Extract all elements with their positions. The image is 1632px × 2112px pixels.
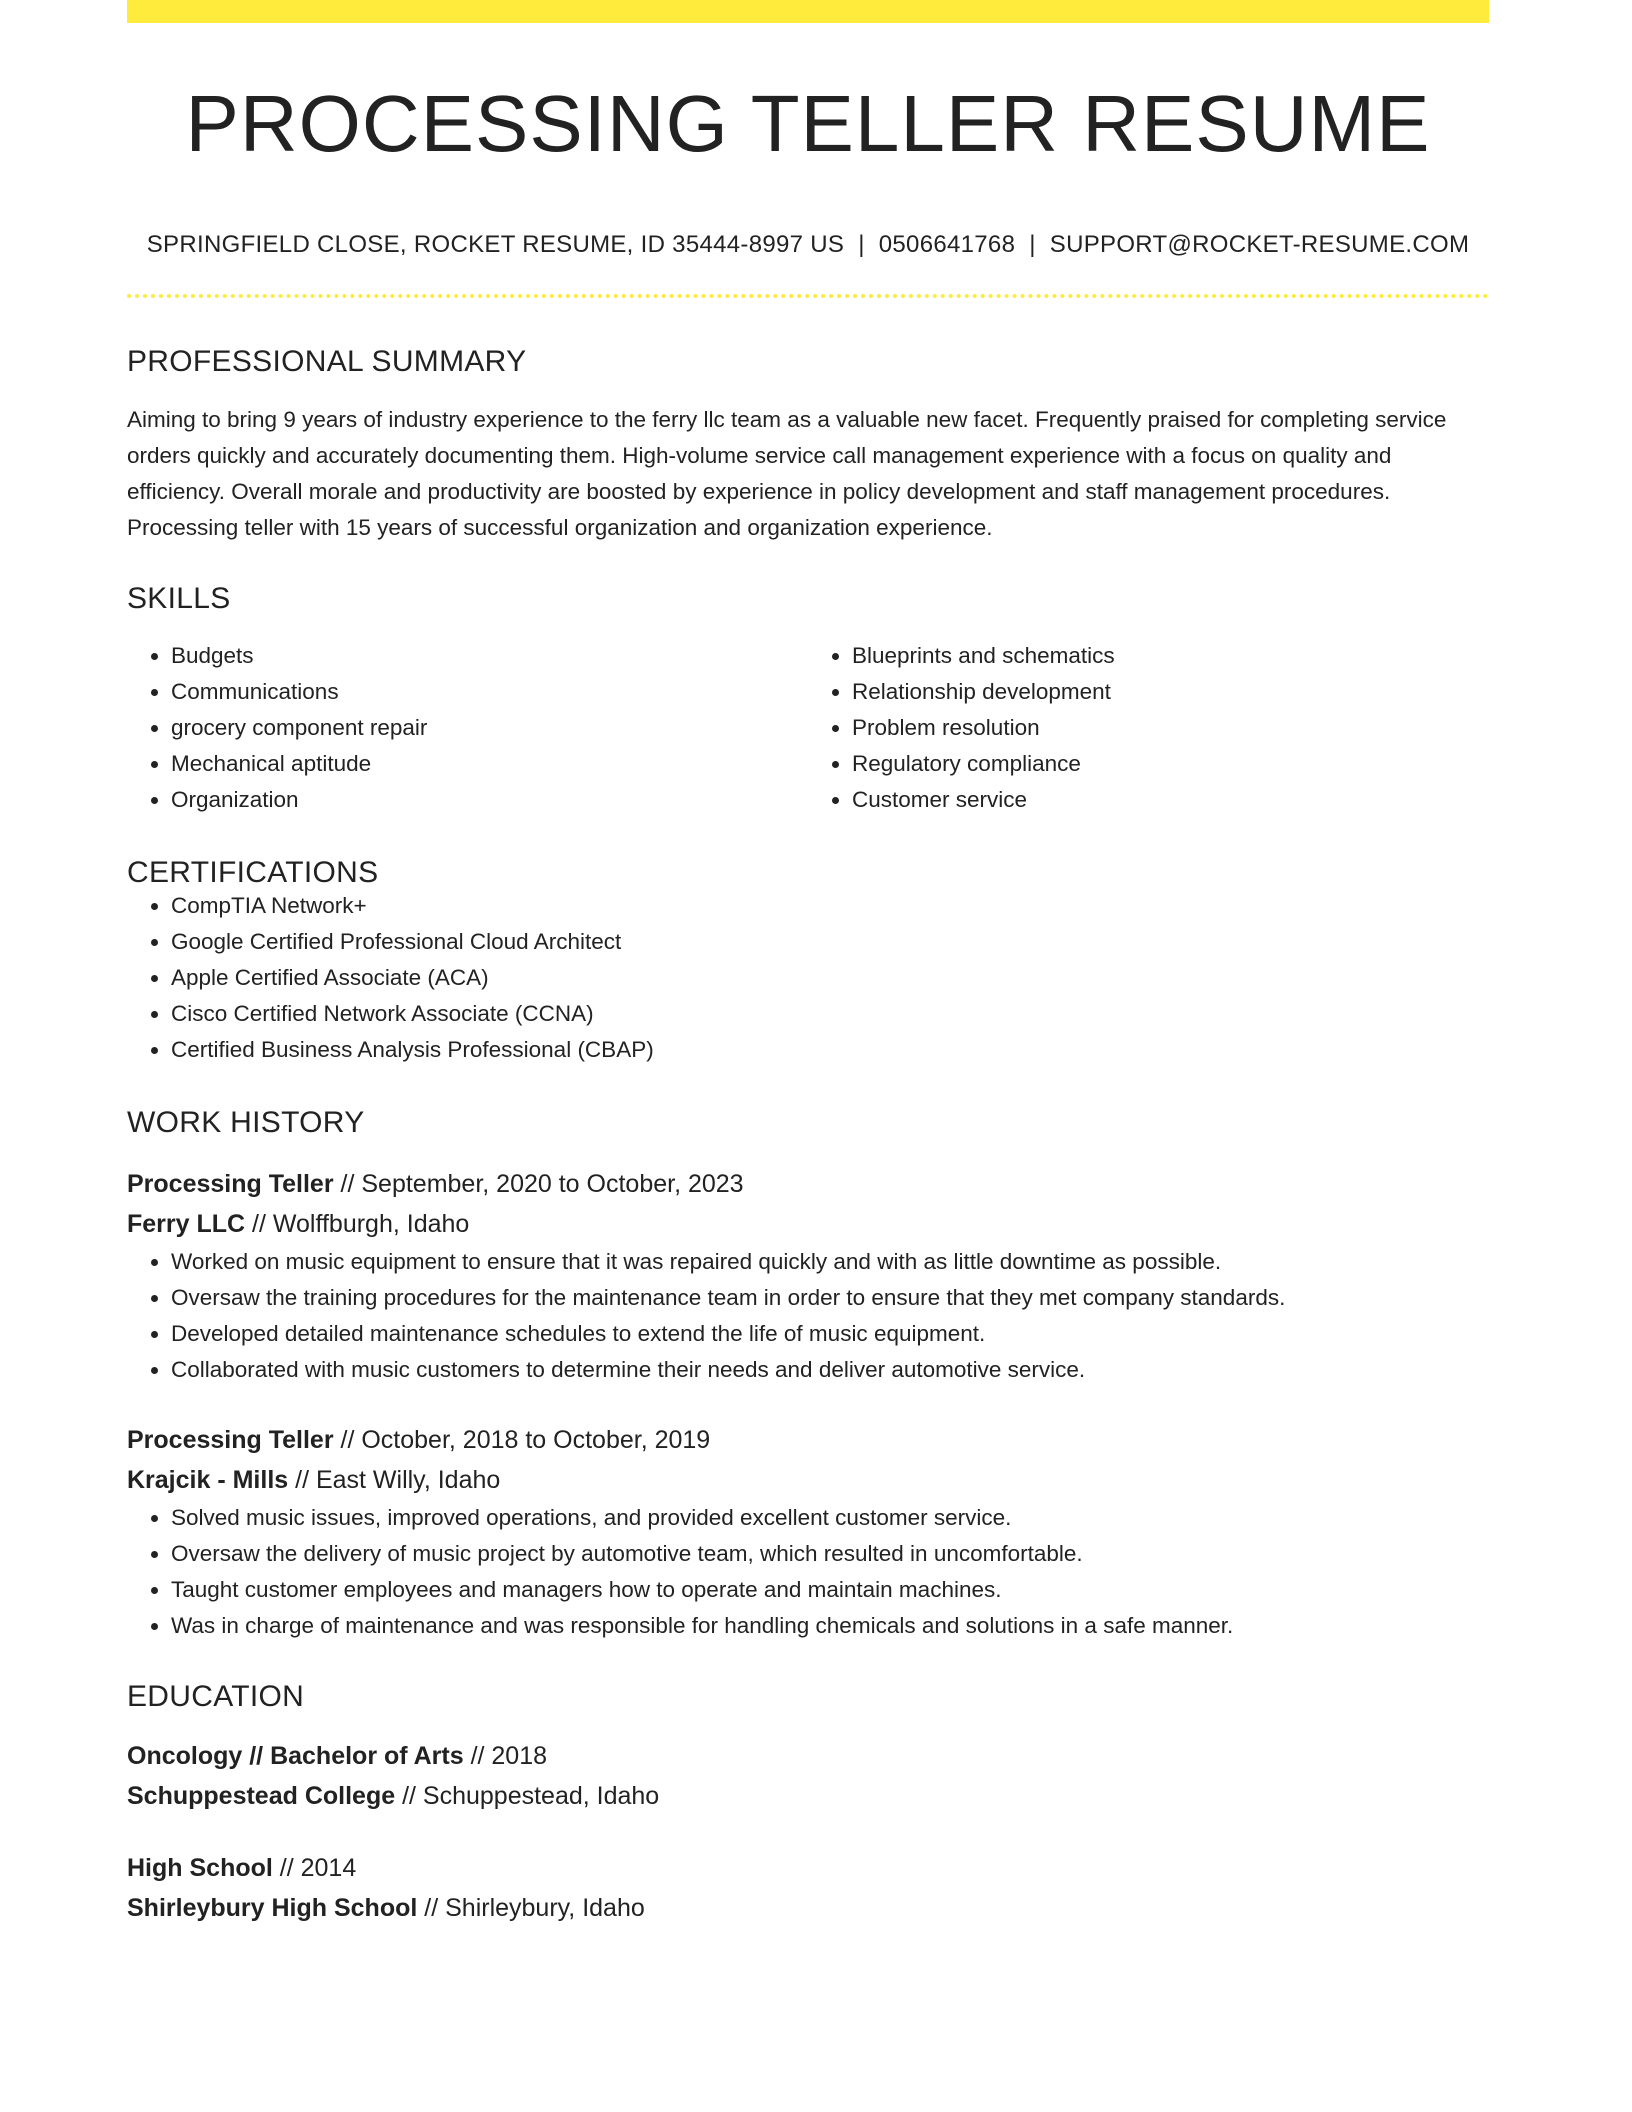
contact-line: [127, 233, 1489, 257]
list-item: • Cisco Certified Network Associate (CCNA): [171, 996, 1489, 1032]
skills-columns: [127, 638, 1489, 818]
separator: |: [1029, 231, 1036, 258]
list-item: • Taught customer employees and managers how to operate and maintain machines.: [171, 1572, 1489, 1608]
list-item: • Certified Business Analysis Professional (CBAP): [171, 1032, 1489, 1068]
summary-text: Aiming to bring 9 years of industry experience to the ferry llc team as a valuable new facet. Frequently praised for completing service orders quickly and accurately documenting them. High-volume service call management experience with a focus on quality and efficiency. Overall morale and productivity are boosted by experience in policy development and staff management procedures. Processing teller with 15 years of successful organization and organization experience.: [127, 407, 1447, 540]
list-item: • CompTIA Network+: [171, 888, 1489, 924]
job-role-line: [127, 1420, 1489, 1460]
job-dates: // October, 2018 to October, 2019: [333, 1426, 711, 1454]
resume-title: PROCESSING TELLER RESUME: [185, 79, 1431, 168]
job-dates: // September, 2020 to October, 2023: [333, 1170, 744, 1198]
list-item: • Regulatory compliance: [852, 746, 1489, 782]
education-heading: EDUCATION: [127, 1680, 305, 1713]
address: SPRINGFIELD CLOSE, ROCKET RESUME, ID 35444-8997 US: [146, 231, 845, 258]
list-item: • Budgets: [171, 638, 808, 674]
graduation-year: // 2014: [272, 1854, 357, 1882]
skills-left-list: [127, 638, 808, 818]
work-history-heading: WORK HISTORY: [127, 1106, 365, 1139]
job-company: Ferry LLC: [127, 1210, 246, 1238]
list-item: • grocery component repair: [171, 710, 808, 746]
school-location: // Shirleybury, Idaho: [417, 1894, 645, 1922]
list-item: • Blueprints and schematics: [852, 638, 1489, 674]
degree: Oncology // Bachelor of Arts: [127, 1742, 464, 1770]
job-company-line: [127, 1204, 1489, 1244]
list-item: • Communications: [171, 674, 808, 710]
job-entry: [127, 1420, 1489, 1644]
dotted-divider: [127, 294, 1489, 298]
school: Shirleybury High School: [127, 1894, 418, 1922]
graduation-year: // 2018: [463, 1742, 548, 1770]
list-item: • Developed detailed maintenance schedules to extend the life of music equipment.: [171, 1316, 1489, 1352]
skills-heading: SKILLS: [127, 582, 231, 615]
list-item: • Collaborated with music customers to determine their needs and deliver automotive service.: [171, 1352, 1489, 1388]
education-entry: [127, 1736, 1489, 1816]
school-location: // Schuppestead, Idaho: [395, 1782, 660, 1810]
degree: High School: [127, 1854, 273, 1882]
degree-line: [127, 1736, 1489, 1776]
job-location: // Wolffburgh, Idaho: [245, 1210, 470, 1238]
list-item: • Customer service: [852, 782, 1489, 818]
separator: |: [858, 231, 865, 258]
skills-right-list: [808, 638, 1489, 818]
list-item: • Relationship development: [852, 674, 1489, 710]
summary-heading: PROFESSIONAL SUMMARY: [127, 345, 527, 378]
top-accent-bar: [127, 0, 1489, 23]
list-item: • Was in charge of maintenance and was responsible for handling chemicals and solutions in a safe manner.: [171, 1608, 1489, 1644]
resume-page: [127, 0, 1489, 1928]
job-role: Processing Teller: [127, 1170, 334, 1198]
job-location: // East Willy, Idaho: [288, 1466, 501, 1494]
education-entry: [127, 1848, 1489, 1928]
job-duties-list: [127, 1500, 1489, 1644]
list-item: • Organization: [171, 782, 808, 818]
list-item: • Oversaw the training procedures for the maintenance team in order to ensure that they met company standards.: [171, 1280, 1489, 1316]
job-role-line: [127, 1164, 1489, 1204]
list-item: • Solved music issues, improved operations, and provided excellent customer service.: [171, 1500, 1489, 1536]
school-line: [127, 1776, 1489, 1816]
job-entry: [127, 1164, 1489, 1388]
job-duties-list: [127, 1244, 1489, 1388]
certifications-list: [127, 888, 1489, 1068]
list-item: • Apple Certified Associate (ACA): [171, 960, 1489, 996]
list-item: • Problem resolution: [852, 710, 1489, 746]
school-line: [127, 1888, 1489, 1928]
degree-line: [127, 1848, 1489, 1888]
job-role: Processing Teller: [127, 1426, 334, 1454]
list-item: • Mechanical aptitude: [171, 746, 808, 782]
phone: 0506641768: [878, 231, 1016, 258]
job-company-line: [127, 1460, 1489, 1500]
email: SUPPORT@ROCKET-RESUME.COM: [1049, 231, 1470, 258]
school: Schuppestead College: [127, 1782, 396, 1810]
list-item: • Worked on music equipment to ensure that it was repaired quickly and with as little downtime as possible.: [171, 1244, 1489, 1280]
job-company: Krajcik - Mills: [127, 1466, 289, 1494]
certifications-heading: CERTIFICATIONS: [127, 856, 379, 889]
list-item: • Google Certified Professional Cloud Architect: [171, 924, 1489, 960]
list-item: • Oversaw the delivery of music project by automotive team, which resulted in uncomfortable.: [171, 1536, 1489, 1572]
